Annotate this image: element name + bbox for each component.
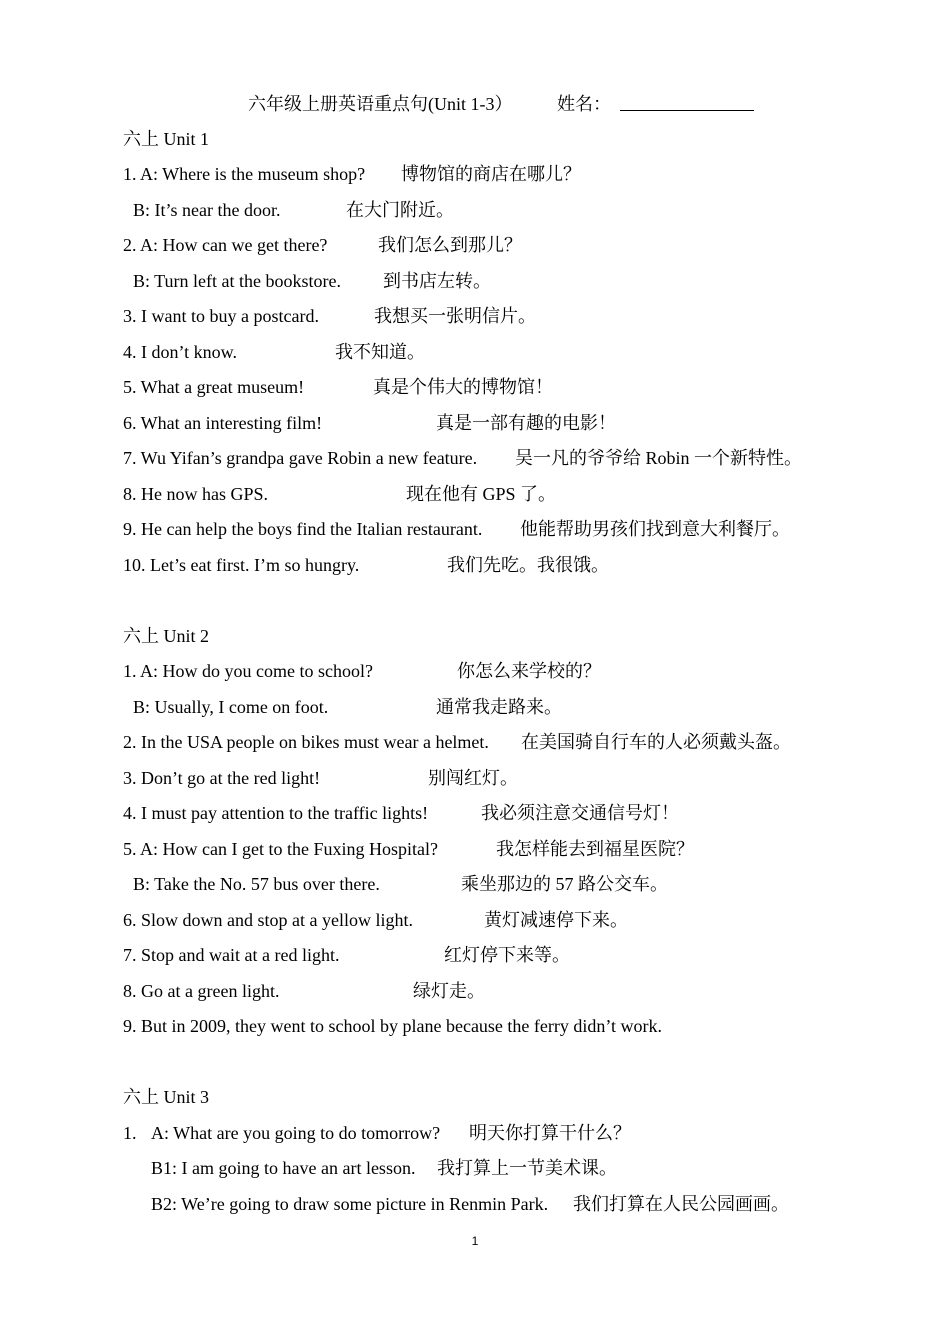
english-sentence: 7. Wu Yifan’s grandpa gave Robin a new feature. [123,448,478,468]
page-number: 1 [471,1234,479,1248]
chinese-translation: 我怎样能去到福星医院？ [496,839,694,859]
chinese-translation: 我打算上一节美术课。 [437,1158,617,1178]
english-sentence: 9. But in 2009, they went to school by plane because the ferry didn’t work. [123,1016,663,1036]
page-title: 六年级上册英语重点句(Unit 1-3） [248,94,513,114]
unit2-line-1 [123,658,873,684]
english-sentence: 4. I don’t know. [123,342,237,362]
chinese-translation: 明天你打算干什么？ [469,1123,631,1143]
chinese-translation: 我不知道。 [335,342,425,362]
chinese-translation: 在大门附近。 [346,200,454,220]
english-sentence: 3. Don’t go at the red light! [123,768,321,788]
chinese-translation: 他能帮助男孩们找到意大利餐厅。 [520,519,790,539]
chinese-translation: 别闯红灯。 [428,768,518,788]
english-sentence: 1. A: How do you come to school? [123,661,373,681]
unit2-line-4 [123,765,873,791]
unit3-heading: 六上 Unit 3 [123,1087,210,1107]
unit3-line-1 [123,1120,873,1146]
unit1-line-2 [133,197,873,223]
unit1-line-1 [123,161,873,187]
chinese-translation: 在美国骑自行车的人必须戴头盔。 [521,732,791,752]
unit3-line-3 [151,1191,873,1217]
unit2-line-2 [133,694,873,720]
item-number: 1. [123,1123,137,1143]
english-sentence: B1: I am going to have an art lesson. [151,1158,416,1178]
unit2-line-8 [123,907,873,933]
chinese-translation: 你怎么来学校的？ [457,661,601,681]
unit1-line-9 [123,445,873,471]
chinese-translation: 我们先吃。我很饿。 [447,555,609,575]
chinese-translation: 博物馆的商店在哪儿？ [401,164,581,184]
english-sentence: B: It’s near the door. [133,200,281,220]
unit2-line-10 [123,978,873,1004]
unit1-heading: 六上 Unit 1 [123,129,210,149]
unit1-line-4 [133,268,873,294]
unit2-line-9 [123,942,873,968]
english-sentence: 6. Slow down and stop at a yellow light. [123,910,413,930]
unit3-line-2 [151,1155,873,1181]
unit1-line-5 [123,303,873,329]
chinese-translation: 到书店左转。 [383,271,491,291]
english-sentence: 2. In the USA people on bikes must wear a helmet. [123,732,489,752]
english-sentence: 7. Stop and wait at a red light. [123,945,340,965]
english-sentence: A: What are you going to do tomorrow? [151,1123,441,1143]
chinese-translation: 乘坐那边的 57 路公交车。 [461,874,668,894]
english-sentence: 1. A: Where is the museum shop? [123,164,366,184]
chinese-translation: 真是一部有趣的电影！ [436,413,616,433]
english-sentence: 4. I must pay attention to the traffic lights! [123,803,429,823]
english-sentence: 5. What a great museum! [123,377,305,397]
chinese-translation: 我想买一张明信片。 [374,306,536,326]
english-sentence: 3. I want to buy a postcard. [123,306,319,326]
english-sentence: 8. He now has GPS. [123,484,269,504]
unit1-line-12 [123,552,873,578]
chinese-translation: 我必须注意交通信号灯！ [481,803,679,823]
unit1-line-10 [123,481,873,507]
name-blank-line [620,110,754,111]
unit2-line-7 [133,871,873,897]
chinese-translation: 真是个伟大的博物馆！ [373,377,553,397]
unit2-line-5 [123,800,873,826]
unit1-line-8 [123,410,873,436]
unit2-line-11 [123,1013,873,1039]
english-sentence: 10. Let’s eat first. I’m so hungry. [123,555,360,575]
unit2-line-3 [123,729,873,755]
english-sentence: 5. A: How can I get to the Fuxing Hospital? [123,839,438,859]
unit1-line-6 [123,339,873,365]
english-sentence: 2. A: How can we get there? [123,235,328,255]
english-sentence: B: Take the No. 57 bus over there. [133,874,380,894]
unit1-line-3 [123,232,873,258]
header [0,90,950,116]
english-sentence: 8. Go at a green light. [123,981,280,1001]
name-label: 姓名： [557,94,611,114]
english-sentence: 9. He can help the boys find the Italian restaurant. [123,519,483,539]
chinese-translation: 我们打算在人民公园画画。 [573,1194,789,1214]
chinese-translation: 吴一凡的爷爷给 Robin 一个新特性。 [515,448,803,468]
english-sentence: B: Turn left at the bookstore. [133,271,341,291]
english-sentence: 6. What an interesting film! [123,413,323,433]
chinese-translation: 黄灯减速停下来。 [484,910,628,930]
unit2-heading: 六上 Unit 2 [123,626,210,646]
chinese-translation: 通常我走路来。 [436,697,562,717]
unit2-line-6 [123,836,873,862]
chinese-translation: 我们怎么到那儿？ [378,235,522,255]
unit1-line-11 [123,516,873,542]
chinese-translation: 绿灯走。 [413,981,485,1001]
english-sentence: B2: We’re going to draw some picture in Renmin Park. [151,1194,549,1214]
english-sentence: B: Usually, I come on foot. [133,697,329,717]
unit1-line-7 [123,374,873,400]
chinese-translation: 红灯停下来等。 [444,945,570,965]
chinese-translation: 现在他有 GPS 了。 [406,484,557,504]
